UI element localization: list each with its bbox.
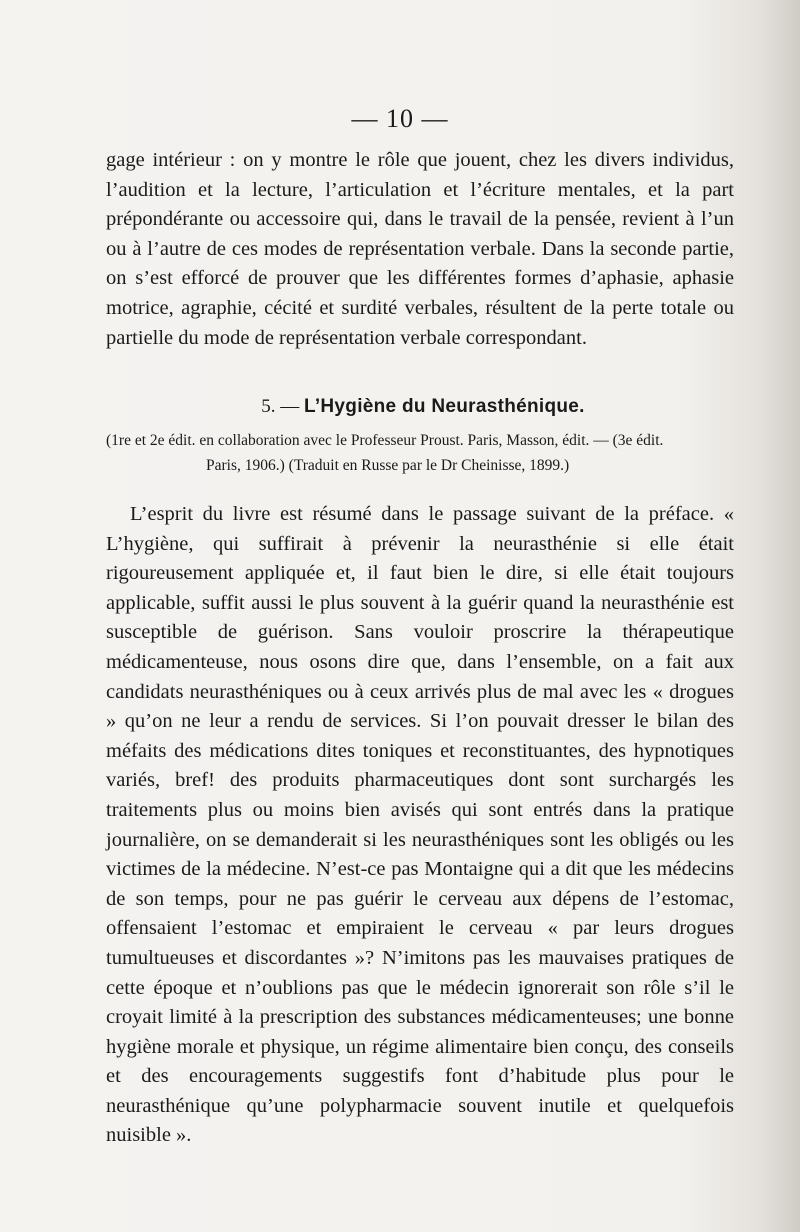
- section-title: L’Hygiène du Neurasthénique.: [303, 396, 585, 417]
- paragraph-text: L’esprit du livre est résumé dans le passage suivant de la préface. « L’hygiène, qui suffirait à prévenir la neurasthénie si elle était rigoureusement appliquée et, il faut bien le dire, si elle était toujours applicable, suffit aussi le plus souvent à la guérir quand la neurasthénie est susceptible de guérison. Sans vouloir proscrire la thérapeutique médicamenteuse, nous osons dire que, dans l’ensemble, on a fait aux candidats neurasthéniques ou à ceux arrivés plus de mal avec les « drogues » qu’on ne leur a rendu de services. Si l’on pouvait dresser le bilan des méfaits des médications dites toniques et reconstituantes, des hypnotiques variés, bref! des produits pharmaceutiques dont sont surchargés les traitements plus ou moins bien avisés qui sont entrés dans la pratique journalière, on se demanderait si les neurasthéniques sont les obligés ou les victimes de la médecine. N’est-ce pas Montaigne qui a dit que les médecins de son temps, pour ne pas guérir le cerveau aux dépens de l’estomac, offensaient l’estomac et empiraient le cerveau « par leurs drogues tumultueuses et discordantes »? N’imitons pas les mauvaises pratiques de cette époque et n’oublions pas que le médecin ignorerait son rôle s’il le croyait limité à la prescription des substances médicamenteuses; une bonne hygiène morale et physique, un régime alimentaire bien conçu, des conseils et des encouragements suggestifs font d’habitude plus pour le neurasthénique qu’une polypharmacie souvent inutile et quelquefois nuisible ».: [106, 503, 734, 1147]
- paragraph-hygiene: [106, 500, 734, 1151]
- edition-info-line-1: (1re et 2e édit. en collaboration avec le Professeur Proust. Paris, Masson, édit. — (3e édit.: [106, 432, 664, 449]
- edition-info-line-2: Paris, 1906.) (Traduit en Russe par le Dr Cheinisse, 1899.): [206, 457, 570, 474]
- page-number: — 10 —: [351, 104, 449, 133]
- paragraph-text: gage intérieur : on y montre le rôle que jouent, chez les divers individus, l’audition et la lecture, l’articulation et l’écriture mentales, et la part prépondérante ou accessoire qui, dans le travail de la pensée, revient à l’un ou à l’autre de ces modes de représentation verbale. Dans la seconde partie, on s’est efforcé de prouver que les différentes formes d’aphasie, aphasie motrice, agraphie, cécité et surdité verbales, résultent de la perte totale ou partielle du mode de représentation verbale correspondant.: [106, 149, 734, 349]
- section-number: 5. —: [261, 396, 300, 417]
- section-heading: [0, 396, 800, 418]
- paragraph-aphasia: [106, 146, 734, 353]
